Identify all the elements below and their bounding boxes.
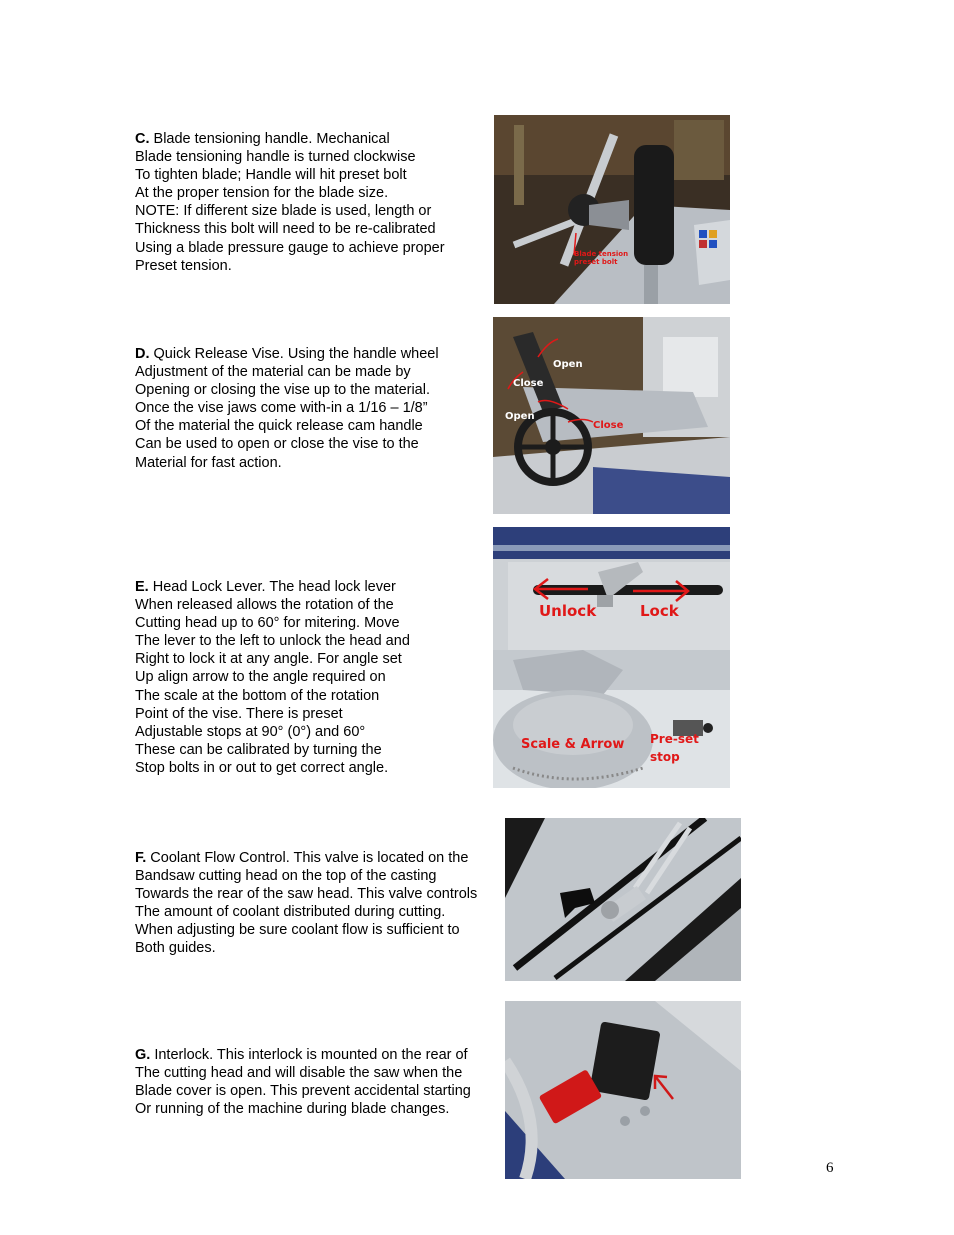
section-line: Quick Release Vise. Using the handle wheel — [149, 346, 439, 362]
vise-open-label: Open — [553, 359, 583, 370]
section-line: Material for fast action. — [135, 454, 282, 471]
section-line: When adjusting be sure coolant flow is sufficient to — [135, 922, 460, 939]
section-letter: E. — [135, 579, 149, 595]
section-line: Right to lock it at any angle. For angle set — [135, 651, 402, 668]
section-line: Preset tension. — [135, 257, 232, 274]
section-line: Thickness this bolt will need to be re-calibrated — [135, 221, 436, 238]
section-line: When released allows the rotation of the — [135, 597, 394, 614]
section-d-text — [135, 345, 439, 472]
scale-arrow-label: Scale & Arrow — [521, 737, 625, 752]
section-letter: C. — [135, 131, 150, 147]
preset-stop-label: Pre-set — [650, 732, 699, 746]
section-line: The scale at the bottom of the rotation — [135, 687, 380, 704]
page-number: 6 — [826, 1160, 834, 1176]
section-line: Using a blade pressure gauge to achieve proper — [135, 239, 445, 256]
section-line: Cutting head up to 60° for mitering. Move — [135, 615, 400, 632]
section-line: Adjustable stops at 90° (0°) and 60° — [135, 723, 366, 740]
lock-label: Lock — [640, 602, 679, 620]
vise-close-label: Close — [593, 420, 624, 431]
section-line: Coolant Flow Control. This valve is located on the — [146, 850, 469, 866]
section-line: Adjustment of the material can be made by — [135, 364, 411, 381]
blade-tension-handle-photo — [494, 115, 730, 304]
section-line: Interlock. This interlock is mounted on the rear of — [150, 1047, 468, 1063]
coolant-valve-photo — [505, 818, 741, 981]
section-c-text — [135, 130, 445, 275]
section-line: To tighten blade; Handle will hit preset bolt — [135, 167, 407, 184]
blade-tension-bolt-label: preset bolt — [574, 258, 618, 266]
section-line: Blade cover is open. This prevent accidental starting — [135, 1083, 471, 1100]
section-e-text — [135, 578, 410, 777]
section-line: The amount of coolant distributed during cutting. — [135, 904, 446, 921]
vise-open-label: Open — [505, 411, 535, 422]
section-letter: G. — [135, 1047, 151, 1063]
section-g-text — [135, 1046, 471, 1118]
section-line: These can be calibrated by turning the — [135, 741, 382, 758]
section-line: Stop bolts in or out to get correct angle. — [135, 759, 389, 776]
interlock-photo — [505, 1001, 741, 1179]
section-line: The lever to the left to unlock the head and — [135, 633, 410, 650]
preset-stop-label: stop — [650, 750, 680, 764]
section-line: Or running of the machine during blade changes. — [135, 1101, 450, 1118]
section-line: NOTE: If different size blade is used, length or — [135, 203, 432, 220]
section-line: Up align arrow to the angle required on — [135, 669, 386, 686]
section-line: Blade tensioning handle. Mechanical — [149, 131, 390, 147]
section-f-text — [135, 849, 477, 958]
section-line: Towards the rear of the saw head. This valve controls — [135, 886, 478, 903]
section-line: Blade tensioning handle is turned clockwise — [135, 149, 416, 166]
section-line: Opening or closing the vise up to the material. — [135, 382, 430, 399]
blade-tension-bolt-label: Blade tension — [574, 250, 629, 258]
section-line: Of the material the quick release cam handle — [135, 418, 423, 435]
section-line: Can be used to open or close the vise to the — [135, 436, 419, 453]
head-lock-lever-photo — [493, 527, 730, 650]
quick-release-vise-photo — [493, 317, 730, 514]
section-line: The cutting head and will disable the saw when the — [135, 1065, 463, 1082]
section-line: Both guides. — [135, 940, 216, 957]
section-line: Head Lock Lever. The head lock lever — [148, 579, 396, 595]
vise-close-label: Close — [513, 378, 544, 389]
section-line: Once the vise jaws come with-in a 1/16 – 1/8” — [135, 400, 428, 417]
section-letter: D. — [135, 346, 150, 362]
section-line: At the proper tension for the blade size. — [135, 185, 389, 202]
section-letter: F. — [135, 850, 147, 866]
scale-and-stop-photo — [493, 650, 730, 788]
section-line: Point of the vise. There is preset — [135, 705, 343, 722]
section-line: Bandsaw cutting head on the top of the casting — [135, 868, 437, 885]
unlock-label: Unlock — [539, 602, 597, 620]
